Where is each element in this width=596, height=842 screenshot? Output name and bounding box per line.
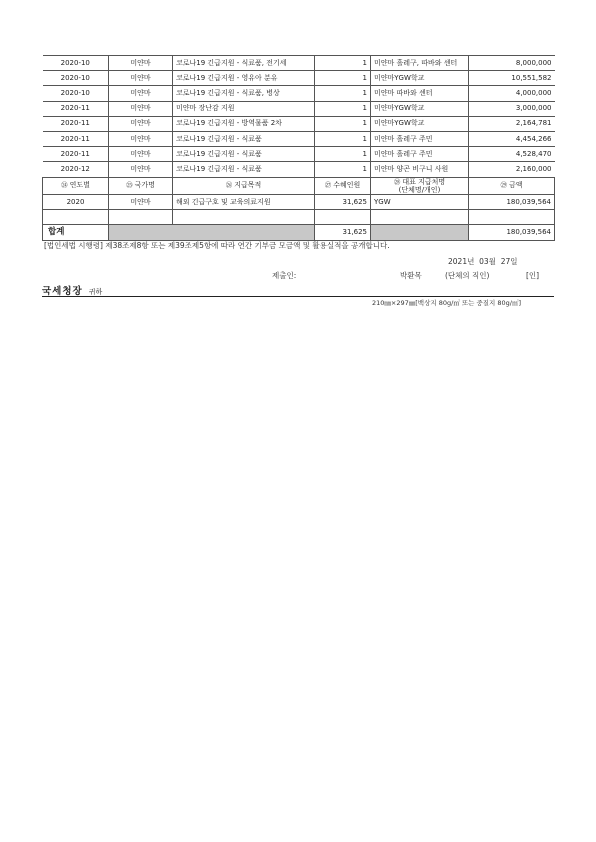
row-recipient: 미얀마 양곤 비구니 사원 [371, 162, 469, 177]
total-row [43, 225, 555, 240]
row-country: 미얀마 [109, 116, 173, 131]
submitter-role: (단체의 직인) [445, 271, 490, 280]
table-row [43, 147, 555, 162]
table-row [43, 131, 555, 146]
row-amount: 2,164,781 [469, 116, 555, 131]
row-date: 2020-12 [43, 162, 109, 177]
row-purpose: 코로나19 긴급지원 - 방역물품 2차 [173, 116, 315, 131]
row-recipient: 미얀마YGW학교 [371, 101, 469, 116]
empty-cell [315, 210, 371, 225]
recipient-office [42, 283, 102, 297]
row-recipient: 미얀마 흘레구 주민 [371, 131, 469, 146]
row-country: 미얀마 [109, 56, 173, 71]
row-amount: 4,000,000 [469, 86, 555, 101]
date-month: 03월 [479, 257, 496, 266]
row-date: 2020-10 [43, 86, 109, 101]
row-amount: 4,528,470 [469, 147, 555, 162]
row-recipient: 미얀마 흘레구 주민 [371, 147, 469, 162]
donation-report-sheet [42, 55, 554, 241]
summary-section [43, 177, 555, 240]
header-country: ㉕ 국가명 [109, 177, 173, 195]
empty-cell [371, 210, 469, 225]
header-purpose: ㉖ 지급목적 [173, 177, 315, 195]
header-representative: ㉘ 대표 지급처명 (단체명/개인) [371, 177, 469, 195]
total-label: 합계 [43, 225, 109, 240]
total-blank-cell [109, 225, 315, 240]
row-count: 1 [315, 116, 371, 131]
summary-beneficiaries: 31,625 [315, 195, 371, 210]
table-row [43, 86, 555, 101]
summary-purpose: 해외 긴급구호 및 교육의료지원 [173, 195, 315, 210]
row-country: 미얀마 [109, 147, 173, 162]
row-purpose: 코로나19 긴급지원 - 식료품 [173, 131, 315, 146]
header-amount: ㉙ 금액 [469, 177, 555, 195]
row-date: 2020-11 [43, 147, 109, 162]
row-purpose: 코로나19 긴급지원 - 식료품 [173, 162, 315, 177]
submitter-label: 제출인: [272, 271, 297, 280]
empty-cell [109, 210, 173, 225]
row-amount: 4,454,266 [469, 131, 555, 146]
row-amount: 3,000,000 [469, 101, 555, 116]
row-count: 1 [315, 86, 371, 101]
row-country: 미얀마 [109, 86, 173, 101]
row-purpose: 코로나19 긴급지원 - 식료품, 병상 [173, 86, 315, 101]
row-recipient: 미얀마 따바와 센터 [371, 86, 469, 101]
total-blank-cell [371, 225, 469, 240]
row-date: 2020-11 [43, 101, 109, 116]
table-row [43, 101, 555, 116]
summary-amount: 180,039,564 [469, 195, 555, 210]
empty-cell [469, 210, 555, 225]
summary-empty-row [43, 210, 555, 225]
row-purpose: 코로나19 긴급지원 - 식료품 [173, 147, 315, 162]
row-amount: 2,160,000 [469, 162, 555, 177]
row-amount: 10,551,582 [469, 71, 555, 86]
summary-country: 미얀마 [109, 195, 173, 210]
row-date: 2020-10 [43, 71, 109, 86]
row-count: 1 [315, 101, 371, 116]
table-row [43, 71, 555, 86]
header-beneficiaries: ㉗ 수혜인원 [315, 177, 371, 195]
row-count: 1 [315, 147, 371, 162]
row-purpose: 코로나19 긴급지원 - 식료품, 전기세 [173, 56, 315, 71]
row-purpose: 코로나19 긴급지원 - 영유아 분유 [173, 71, 315, 86]
row-recipient: 미얀마YGW학교 [371, 71, 469, 86]
row-count: 1 [315, 56, 371, 71]
footer-divider [42, 296, 554, 297]
total-beneficiaries: 31,625 [315, 225, 371, 240]
total-amount: 180,039,564 [469, 225, 555, 240]
table-row [43, 162, 555, 177]
summary-header-row [43, 177, 555, 195]
row-count: 1 [315, 131, 371, 146]
header-year: ㉔ 연도별 [43, 177, 109, 195]
submitter-seal: [인] [526, 271, 540, 280]
submitter-name: 박환목 [400, 271, 422, 280]
detail-rows [43, 56, 555, 178]
summary-year: 2020 [43, 195, 109, 210]
donation-usage-table [42, 55, 555, 241]
row-date: 2020-11 [43, 131, 109, 146]
row-country: 미얀마 [109, 71, 173, 86]
table-row [43, 116, 555, 131]
legal-notice: [법인세법 시행령] 제38조제8항 또는 제39조제5항에 따라 연간 기부금 모금액 및 활용실적을 공개합니다. [44, 241, 390, 250]
summary-representative: YGW [371, 195, 469, 210]
row-amount: 8,000,000 [469, 56, 555, 71]
paper-spec: 210㎜×297㎜[백상지 80g/㎡ 또는 중질지 80g/㎡] [372, 299, 522, 307]
empty-cell [173, 210, 315, 225]
empty-cell [43, 210, 109, 225]
row-purpose: 미얀마 장난감 지원 [173, 101, 315, 116]
table-row [43, 56, 555, 71]
row-recipient: 미얀마YGW학교 [371, 116, 469, 131]
office-name: 국세청장 [42, 286, 83, 297]
row-recipient: 미얀마 흘레구, 따바와 센터 [371, 56, 469, 71]
row-count: 1 [315, 162, 371, 177]
row-country: 미얀마 [109, 101, 173, 116]
submission-date [448, 256, 518, 267]
row-country: 미얀마 [109, 162, 173, 177]
row-country: 미얀마 [109, 131, 173, 146]
summary-row [43, 195, 555, 210]
row-count: 1 [315, 71, 371, 86]
office-suffix: 귀하 [88, 288, 103, 296]
date-day: 27일 [500, 257, 518, 266]
row-date: 2020-10 [43, 56, 109, 71]
date-year: 2021년 [448, 257, 475, 266]
row-date: 2020-11 [43, 116, 109, 131]
